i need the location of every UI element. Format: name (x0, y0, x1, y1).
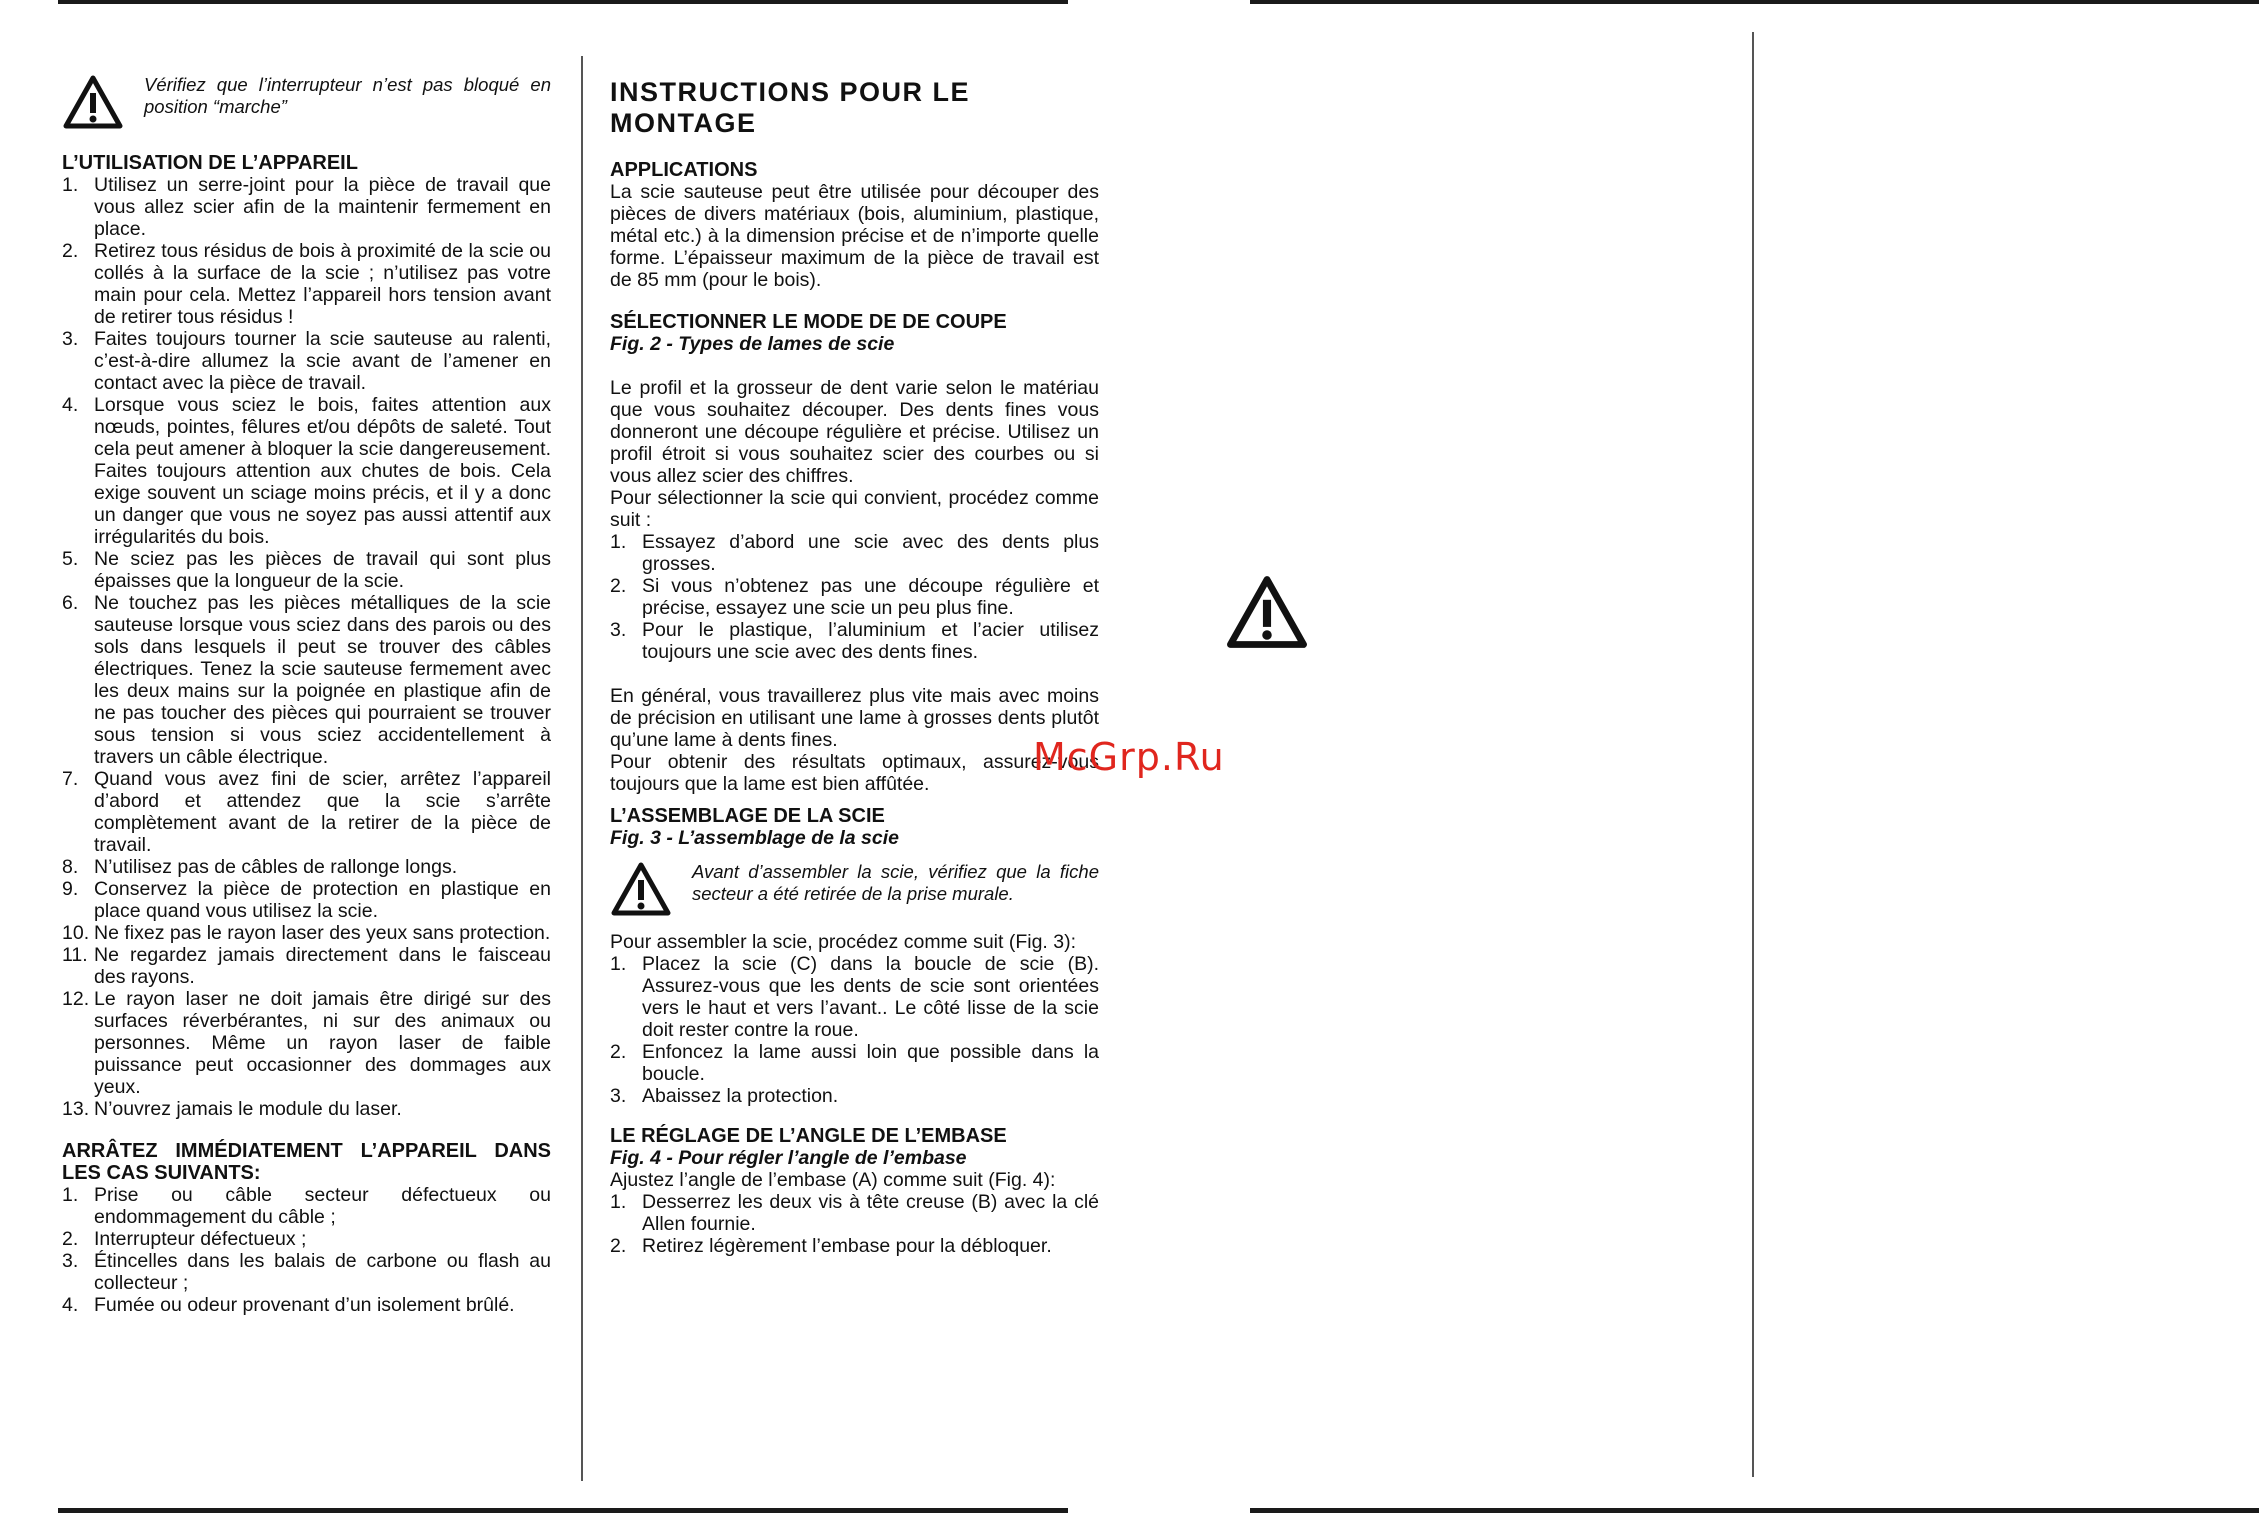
list-item-number: 1. (610, 953, 627, 975)
angle-list (610, 1191, 1099, 1257)
angle-heading: LE RÉGLAGE DE L’ANGLE DE L’EMBASE (610, 1125, 1007, 1147)
list-item-number: 4. (62, 1294, 79, 1316)
list-item-number: 9. (62, 878, 79, 900)
list-item-text: Lorsque vous sciez le bois, faites attention aux nœuds, pointes, fêlures et/ou dépôts de saleté. Tout cela peut amener à bloquer la scie dangereusement. Faites toujours attention aux chutes de bois. Cela exige souvent un sciage moins précis, et il y a donc un danger que vous ne soyez pas aussi attentif aux irrégularités du bois. (94, 394, 551, 548)
list-item-text: Essayez d’abord une scie avec des dents plus grosses. (642, 531, 1099, 575)
list-item (610, 575, 1099, 619)
main-heading: INSTRUCTIONS POUR LE MONTAGE (610, 77, 971, 138)
select-list (610, 531, 1099, 663)
optimal-text: Pour obtenir des résultats optimaux, assurez-vous toujours que la lame est bien affûtée. (610, 751, 1099, 795)
list-item-text: Étincelles dans les balais de carbone ou flash au collecteur ; (94, 1250, 551, 1294)
usage-heading: L’UTILISATION DE L’APPAREIL (62, 152, 358, 174)
list-item-text: Placez la scie (C) dans la boucle de scie (B). Assurez-vous que les dents de scie sont orientées vers le haut et vers l’avant.. Le côté lisse de la scie doit rester contre la roue. (642, 953, 1099, 1041)
list-item-text: Interrupteur défectueux ; (94, 1228, 307, 1250)
list-item-number: 2. (62, 240, 79, 262)
fig3-caption: Fig. 3 - L’assemblage de la scie (610, 827, 900, 849)
list-item-text: Retirez légèrement l’embase pour la débloquer. (642, 1235, 1052, 1257)
list-item-text: Retirez tous résidus de bois à proximité de la scie ou collés à la surface de la scie ; n’utilisez pas votre main pour cela. Mettez l’appareil hors tension avant de retirer tous résidus ! (94, 240, 551, 328)
list-item-number: 2. (610, 1235, 627, 1257)
column-divider (581, 56, 583, 1481)
list-item (62, 856, 551, 878)
list-item-text: Desserrez les deux vis à tête creuse (B) avec la clé Allen fournie. (642, 1191, 1099, 1235)
watermark: McGrp.Ru (1033, 735, 1225, 779)
list-item (610, 1191, 1099, 1235)
list-item-number: 3. (62, 1250, 79, 1272)
list-item-text: Si vous n’obtenez pas une découpe régulière et précise, essayez une scie un peu plus fine. (642, 575, 1099, 619)
list-item-number: 3. (610, 619, 627, 641)
list-item (62, 1294, 551, 1316)
list-item (62, 1184, 551, 1228)
list-item-text: N’ouvrez jamais le module du laser. (94, 1098, 402, 1120)
bottom-rule-left (58, 1508, 1068, 1513)
list-item (62, 944, 551, 988)
list-item (62, 768, 551, 856)
list-item-number: 3. (610, 1085, 627, 1107)
list-item (62, 1098, 551, 1120)
list-item-text: Quand vous avez fini de scier, arrêtez l’appareil d’abord et attendez que la scie s’arrête complètement avant de la retirer de la pièce de travail. (94, 768, 551, 856)
list-item (62, 240, 551, 328)
bottom-rule-right (1250, 1508, 2259, 1513)
list-item (62, 878, 551, 922)
list-item-text: Ne sciez pas les pièces de travail qui sont plus épaisses que la longueur de la scie. (94, 548, 551, 592)
list-item-number: 1. (610, 531, 627, 553)
list-item (62, 988, 551, 1098)
assembly-warning (610, 861, 1099, 917)
page-divider (1752, 32, 1754, 1477)
list-item-number: 1. (610, 1191, 627, 1213)
list-item (62, 1228, 551, 1250)
select-intro: Pour sélectionner la scie qui convient, procédez comme suit : (610, 487, 1099, 531)
list-item-text: Abaissez la protection. (642, 1085, 839, 1107)
list-item-text: Ne regardez jamais directement dans le faisceau des rayons. (94, 944, 551, 988)
top-rule-right (1250, 0, 2259, 4)
list-item (62, 592, 551, 768)
list-item (62, 1250, 551, 1294)
list-item (62, 548, 551, 592)
applications-heading: APPLICATIONS (610, 159, 758, 181)
stop-heading: ARRÂTEZ IMMÉDIATEMENT L’APPAREIL DANS LES CAS SUIVANTS: (62, 1140, 551, 1184)
assembly-intro: Pour assembler la scie, procédez comme suit (Fig. 3): (610, 931, 1077, 953)
list-item-text: Ne touchez pas les pièces métalliques de la scie sauteuse lorsque vous sciez dans des parois ou des sols dans lesquels il peut se trouver des câbles électriques. Tenez la scie sauteuse fermement avec les deux mains sur la poignée en plastique afin de ne pas toucher des pièces qui pourraient se trouver sous tension si vous sciez accidentellement à travers un câble électrique. (94, 592, 551, 768)
list-item (610, 531, 1099, 575)
list-item-number: 12. (62, 988, 90, 1010)
usage-list (62, 174, 551, 1120)
list-item-number: 2. (610, 575, 627, 597)
warning-icon (1225, 574, 1309, 650)
stop-list (62, 1184, 551, 1316)
list-item-number: 2. (610, 1041, 627, 1063)
list-item-text: Prise ou câble secteur défectueux ou endommagement du câble ; (94, 1184, 551, 1228)
left-column (62, 74, 551, 1316)
list-item-number: 13. (62, 1098, 90, 1120)
list-item (62, 394, 551, 548)
assembly-list (610, 953, 1099, 1107)
middle-column (610, 77, 1099, 1257)
list-item (62, 328, 551, 394)
list-item-text: Le rayon laser ne doit jamais être dirigé sur des surfaces réverbérantes, ni sur des animaux ou personnes. Même un rayon laser de faible puissance peut occasionner des dommages aux yeux. (94, 988, 551, 1098)
list-item (62, 174, 551, 240)
list-item (610, 1085, 1099, 1107)
list-item-text: Conservez la pièce de protection en plastique en place quand vous utilisez la scie. (94, 878, 551, 922)
list-item-number: 3. (62, 328, 79, 350)
list-item-number: 11. (62, 944, 88, 966)
list-item (610, 953, 1099, 1041)
list-item-text: Enfoncez la lame aussi loin que possible dans la boucle. (642, 1041, 1099, 1085)
list-item (610, 1041, 1099, 1085)
angle-intro: Ajustez l’angle de l’embase (A) comme suit (Fig. 4): (610, 1169, 1056, 1191)
list-item-text: Faites toujours tourner la scie sauteuse au ralenti, c’est-à-dire allumez la scie avant de l’amener en contact avec la pièce de travail. (94, 328, 551, 394)
list-item (610, 1235, 1099, 1257)
list-item-number: 1. (62, 1184, 79, 1206)
list-item-text: N’utilisez pas de câbles de rallonge longs. (94, 856, 458, 878)
top-rule-left (58, 0, 1068, 4)
warning-text: Vérifiez que l’interrupteur n’est pas bloqué en position “marche” (144, 74, 551, 117)
list-item-number: 8. (62, 856, 79, 878)
list-item-text: Fumée ou odeur provenant d’un isolement brûlé. (94, 1294, 515, 1316)
profile-text: Le profil et la grosseur de dent varie selon le matériau que vous souhaitez découper. Des dents fines vous donneront une découpe régulière et précise. Utilisez un profil étroit si vous souhaitez scier des courbes ou si vous allez scier des chiffres. (610, 377, 1099, 487)
mode-heading: SÉLECTIONNER LE MODE DE DE COUPE (610, 311, 1007, 333)
list-item-text: Utilisez un serre-joint pour la pièce de travail que vous allez scier afin de la maintenir fermement en place. (94, 174, 551, 240)
list-item-number: 5. (62, 548, 79, 570)
list-item-number: 10. (62, 922, 90, 944)
warning-icon (610, 861, 672, 917)
switch-warning (62, 74, 551, 130)
list-item (62, 922, 551, 944)
list-item-number: 7. (62, 768, 79, 790)
list-item-number: 4. (62, 394, 79, 416)
fig2-caption: Fig. 2 - Types de lames de scie (610, 333, 895, 355)
warning-icon (62, 74, 124, 130)
assembly-warning-text: Avant d’assembler la scie, vérifiez que la fiche secteur a été retirée de la prise murale. (692, 861, 1099, 904)
list-item-number: 2. (62, 1228, 79, 1250)
list-item-text: Pour le plastique, l’aluminium et l’acier utilisez toujours une scie avec des dents fines. (642, 619, 1099, 663)
applications-text: La scie sauteuse peut être utilisée pour découper des pièces de divers matériaux (bois, aluminium, plastique, métal etc.) à la dimension précise et de n’importe quelle forme. L’épaisseur maximum de la pièce de travail est de 85 mm (pour le bois). (610, 181, 1099, 291)
list-item-text: Ne fixez pas le rayon laser des yeux sans protection. (94, 922, 551, 944)
general-text: En général, vous travaillerez plus vite mais avec moins de précision en utilisant une lame à grosses dents plutôt qu’une lame à dents fines. (610, 685, 1099, 751)
list-item (610, 619, 1099, 663)
fig4-caption: Fig. 4 - Pour régler l’angle de l’embase (610, 1147, 967, 1169)
assembly-heading: L’ASSEMBLAGE DE LA SCIE (610, 805, 885, 827)
list-item-number: 6. (62, 592, 79, 614)
list-item-number: 1. (62, 174, 79, 196)
